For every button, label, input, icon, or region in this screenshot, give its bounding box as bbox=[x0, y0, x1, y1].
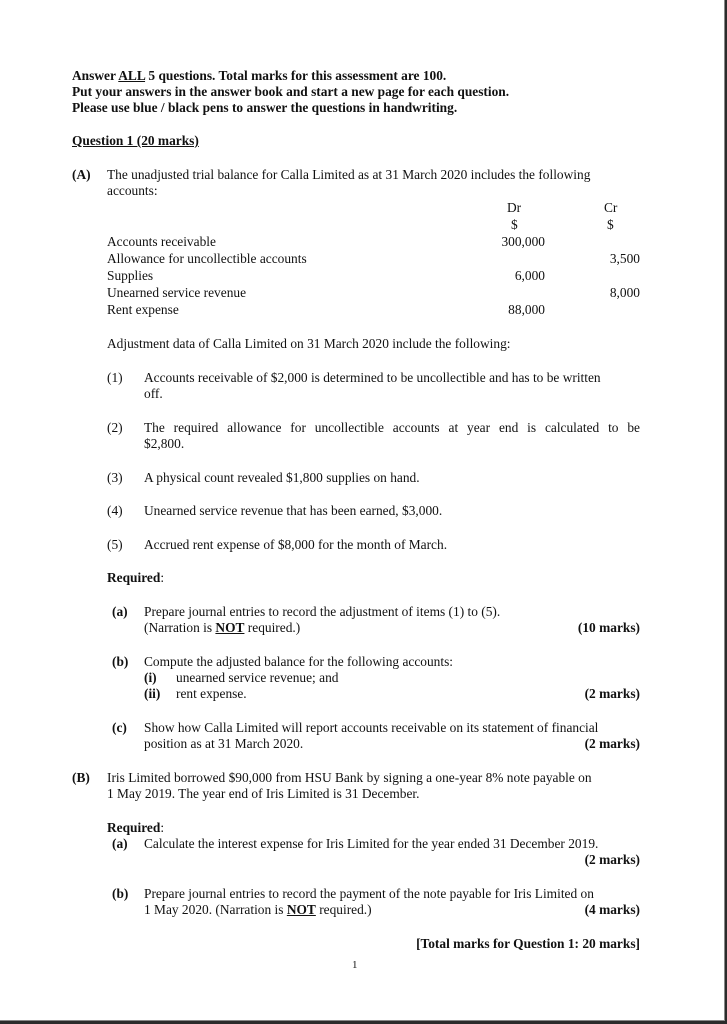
instruction-line-1 bbox=[72, 68, 446, 84]
item-number: (3) bbox=[107, 470, 123, 485]
cr-header: Cr bbox=[604, 200, 618, 215]
item-text: A physical count revealed $1,800 supplies on hand. bbox=[144, 470, 420, 485]
item-text: Accrued rent expense of $8,000 for the month of March. bbox=[144, 537, 448, 552]
part-a-intro-1: The unadjusted trial balance for Calla Limited as at 31 March 2020 includes the following bbox=[107, 167, 591, 182]
question-1-title: Question 1 (20 marks) bbox=[72, 133, 199, 148]
b-req-b-label: (b) bbox=[112, 886, 129, 901]
cr-currency: $ bbox=[607, 217, 614, 232]
dr-header: Dr bbox=[507, 200, 522, 215]
tb-cr: 3,500 bbox=[609, 251, 640, 266]
item-number: (4) bbox=[107, 503, 123, 518]
req-a-narration bbox=[144, 620, 300, 636]
part-a-intro-2: accounts: bbox=[107, 183, 158, 198]
narration-text: (Narration is bbox=[144, 620, 216, 635]
required-colon: : bbox=[160, 820, 165, 835]
b-req-a-text: Calculate the interest expense for Iris Limited for the year ended 31 December 2019. bbox=[144, 836, 599, 851]
item-text: The required allowance for uncollectible accounts at year end is calculated to be bbox=[144, 420, 640, 435]
required-text: Required bbox=[107, 570, 161, 585]
tb-account: Allowance for uncollectible accounts bbox=[107, 251, 307, 266]
instruction-line-2: Put your answers in the answer book and start a new page for each question. bbox=[72, 84, 510, 99]
tb-dr: 6,000 bbox=[514, 268, 545, 283]
item-number: (2) bbox=[107, 420, 123, 435]
req-b-marks: (2 marks) bbox=[584, 686, 640, 701]
b-req-b-marks: (4 marks) bbox=[584, 902, 640, 917]
narration-not: NOT bbox=[215, 620, 245, 635]
req-a-text: Prepare journal entries to record the adjustment of items (1) to (5). bbox=[144, 604, 501, 619]
req-b-ii-label: (ii) bbox=[144, 686, 161, 701]
narration-not: NOT bbox=[286, 902, 316, 917]
req-a-label: (a) bbox=[112, 604, 128, 619]
b-req-a-label: (a) bbox=[112, 836, 128, 851]
part-b-intro-2: 1 May 2019. The year end of Iris Limited is 31 December. bbox=[107, 786, 420, 801]
part-b-label: (B) bbox=[72, 770, 90, 785]
req-b-i-text: unearned service revenue; and bbox=[176, 670, 339, 685]
req-a-marks: (10 marks) bbox=[577, 620, 640, 635]
item-text: Unearned service revenue that has been earned, $3,000. bbox=[144, 503, 443, 518]
tb-cr: 8,000 bbox=[609, 285, 640, 300]
tb-dr: 300,000 bbox=[501, 234, 545, 249]
instruction-line-3: Please use blue / black pens to answer the questions in handwriting. bbox=[72, 100, 458, 115]
b-req-b-narration bbox=[144, 902, 372, 918]
tb-account: Accounts receivable bbox=[107, 234, 216, 249]
b-req-a-marks: (2 marks) bbox=[584, 852, 640, 867]
req-b-text: Compute the adjusted balance for the following accounts: bbox=[144, 654, 454, 669]
tb-account: Rent expense bbox=[107, 302, 179, 317]
req-c-marks: (2 marks) bbox=[584, 736, 640, 751]
instruction-text: 5 questions. Total marks for this assessment are 100. bbox=[145, 68, 447, 83]
tb-dr: 88,000 bbox=[508, 302, 545, 317]
required-text: Required bbox=[107, 820, 161, 835]
narration-text: 1 May 2020. (Narration is bbox=[144, 902, 287, 917]
tb-account: Supplies bbox=[107, 268, 154, 283]
req-c-text-2: position as at 31 March 2020. bbox=[144, 736, 304, 751]
item-text: Accounts receivable of $2,000 is determined to be uncollectible and has to be written bbox=[144, 370, 601, 385]
item-number: (1) bbox=[107, 370, 123, 385]
req-b-label: (b) bbox=[112, 654, 129, 669]
narration-text: required.) bbox=[244, 620, 301, 635]
required-label-b bbox=[107, 820, 164, 836]
req-b-i-label: (i) bbox=[144, 670, 157, 685]
instruction-all: ALL bbox=[118, 68, 146, 83]
page-number: 1 bbox=[352, 959, 358, 971]
tb-account: Unearned service revenue bbox=[107, 285, 247, 300]
b-req-b-text: Prepare journal entries to record the payment of the note payable for Iris Limited on bbox=[144, 886, 594, 901]
adjustment-intro: Adjustment data of Calla Limited on 31 March 2020 include the following: bbox=[107, 336, 511, 351]
narration-text: required.) bbox=[315, 902, 372, 917]
item-text: off. bbox=[144, 386, 163, 401]
req-c-text: Show how Calla Limited will report accounts receivable on its statement of financial bbox=[144, 720, 599, 735]
total-marks: [Total marks for Question 1: 20 marks] bbox=[416, 936, 640, 951]
required-label-a bbox=[107, 570, 164, 586]
item-number: (5) bbox=[107, 537, 123, 552]
req-b-ii-text: rent expense. bbox=[176, 686, 247, 701]
instruction-text: Answer bbox=[72, 68, 119, 83]
part-b-intro-1: Iris Limited borrowed $90,000 from HSU Bank by signing a one-year 8% note payable on bbox=[107, 770, 592, 785]
req-c-label: (c) bbox=[112, 720, 127, 735]
part-a-label: (A) bbox=[72, 167, 91, 182]
item-text: $2,800. bbox=[144, 436, 185, 451]
dr-currency: $ bbox=[511, 217, 518, 232]
required-colon: : bbox=[160, 570, 165, 585]
